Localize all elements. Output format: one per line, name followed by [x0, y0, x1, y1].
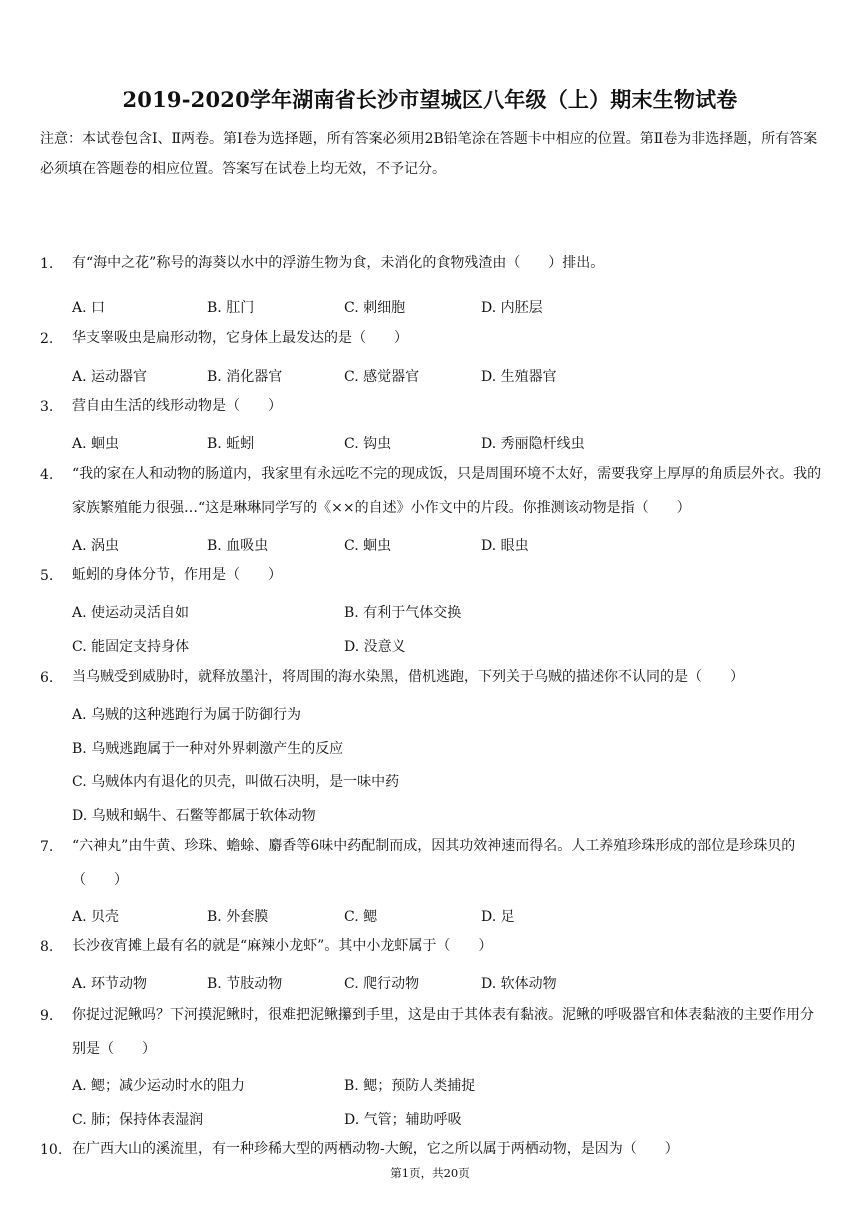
- option-b[interactable]: B. 鳃；预防人类捕捉: [344, 1078, 476, 1094]
- option-d[interactable]: D. 内胚层: [481, 300, 543, 316]
- question-number: 10.: [40, 1142, 63, 1158]
- question-number: 2.: [40, 331, 54, 347]
- question-number: 8.: [40, 939, 54, 955]
- option-a[interactable]: A. 环节动物: [72, 976, 148, 992]
- question-text: 有“海中之花”称号的海葵以水中的浮游生物为食，未消化的食物残渣由（ ）排出。: [72, 255, 605, 271]
- option-d[interactable]: D. 气管；辅助呼吸: [344, 1112, 462, 1128]
- question-6-option-c-row: [72, 771, 826, 805]
- question-text: 当乌贼受到威胁时，就释放墨汁，将周围的海水染黑，借机逃跑，下列关于乌贼的描述你不认同的是（ ）: [72, 669, 744, 685]
- option-a[interactable]: A. 贝壳: [72, 909, 120, 925]
- option-b[interactable]: B. 肛门: [207, 300, 255, 316]
- page-footer: 第1页，共20页: [390, 1166, 470, 1180]
- option-b[interactable]: B. 血吸虫: [207, 538, 269, 554]
- option-c[interactable]: C. 乌贼体内有退化的贝壳，叫做石决明，是一味中药: [72, 774, 400, 790]
- question-6-option-a-row: [72, 704, 826, 738]
- option-b[interactable]: B. 有利于气体交换: [344, 605, 462, 621]
- option-c[interactable]: C. 鳃: [344, 909, 378, 925]
- option-a[interactable]: A. 口: [72, 300, 106, 316]
- option-d[interactable]: D. 生殖器官: [481, 369, 557, 385]
- option-c[interactable]: C. 肺；保持体表湿润: [72, 1112, 204, 1128]
- question-6-option-b-row: [72, 738, 826, 772]
- option-c[interactable]: C. 感觉器官: [344, 369, 420, 385]
- option-a[interactable]: A. 涡虫: [72, 538, 120, 554]
- question-5-options-row1: [72, 602, 826, 636]
- option-d[interactable]: D. 乌贼和蜗牛、石鳖等都属于软体动物: [72, 808, 316, 824]
- question-9-options-row1: [72, 1075, 826, 1109]
- option-c[interactable]: C. 能固定支持身体: [72, 639, 190, 655]
- option-d[interactable]: D. 软体动物: [481, 976, 557, 992]
- option-a[interactable]: A. 蛔虫: [72, 436, 120, 452]
- question-text: 蚯蚓的身体分节，作用是（ ）: [72, 567, 282, 583]
- option-c[interactable]: C. 刺细胞: [344, 300, 406, 316]
- question-text: 营自由生活的线形动物是（ ）: [72, 398, 282, 414]
- option-b[interactable]: B. 外套膜: [207, 909, 269, 925]
- option-a[interactable]: A. 使运动灵活自如: [72, 605, 190, 621]
- question-number: 6.: [40, 670, 54, 686]
- option-c[interactable]: C. 爬行动物: [344, 976, 420, 992]
- option-b[interactable]: B. 消化器官: [207, 369, 283, 385]
- option-a[interactable]: A. 运动器官: [72, 369, 148, 385]
- question-number: 7.: [40, 839, 54, 855]
- exam-title: 2019-2020学年湖南省长沙市望城区八年级（上）期末生物试卷: [122, 87, 738, 112]
- option-b[interactable]: B. 蚯蚓: [207, 436, 255, 452]
- option-d[interactable]: D. 足: [481, 909, 515, 925]
- option-d[interactable]: D. 秀丽隐杆线虫: [481, 436, 585, 452]
- option-d[interactable]: D. 没意义: [344, 639, 406, 655]
- option-d[interactable]: D. 眼虫: [481, 538, 529, 554]
- option-a[interactable]: A. 鳃；减少运动时水的阻力: [72, 1078, 246, 1094]
- question-text: 在广西大山的溪流里，有一种珍稀大型的两栖动物-大鲵，它之所以属于两栖动物，是因为（ ）: [72, 1141, 679, 1157]
- question-text: “六神丸”由牛黄、珍珠、蟾蜍、麝香等6味中药配制而成，因其功效神速而得名。人工养殖珍珠形成的部位是珍珠贝的（ ）: [72, 838, 796, 888]
- option-a[interactable]: A. 乌贼的这种逃跑行为属于防御行为: [72, 707, 302, 723]
- question-number: 4.: [40, 467, 54, 483]
- question-text: “我的家在人和动物的肠道内，我家里有永远吃不完的现成饭，只是周围环境不太好，需要我穿上厚厚的角质层外衣。我的家族繁殖能力很强…“这是琳琳同学写的《××的自述》小作文中的片段。你推测该动物是指（ ）: [72, 466, 822, 516]
- question-text: 你捉过泥鳅吗？下河摸泥鳅时，很难把泥鳅攥到手里，这是由于其体表有黏液。泥鳅的呼吸器官和体表黏液的主要作用分别是（ ）: [72, 1007, 814, 1057]
- question-number: 1.: [40, 256, 54, 272]
- exam-notice: 注意：本试卷包含Ⅰ、Ⅱ两卷。第Ⅰ卷为选择题，所有答案必须用2B铅笔涂在答题卡中相应的位置。第Ⅱ卷为非选择题，所有答案必须填在答题卷的相应位置。答案写在试卷上均无效，不予记分。: [40, 131, 818, 177]
- option-c[interactable]: C. 蛔虫: [344, 538, 392, 554]
- option-c[interactable]: C. 钩虫: [344, 436, 392, 452]
- question-text: 长沙夜宵摊上最有名的就是“麻辣小龙虾”。其中小龙虾属于（ ）: [72, 938, 493, 954]
- question-number: 3.: [40, 399, 54, 415]
- option-b[interactable]: B. 节肢动物: [207, 976, 283, 992]
- question-number: 9.: [40, 1008, 54, 1024]
- question-number: 5.: [40, 568, 54, 584]
- question-text: 华支睾吸虫是扁形动物，它身体上最发达的是（ ）: [72, 330, 408, 346]
- option-b[interactable]: B. 乌贼逃跑属于一种对外界刺激产生的反应: [72, 741, 344, 757]
